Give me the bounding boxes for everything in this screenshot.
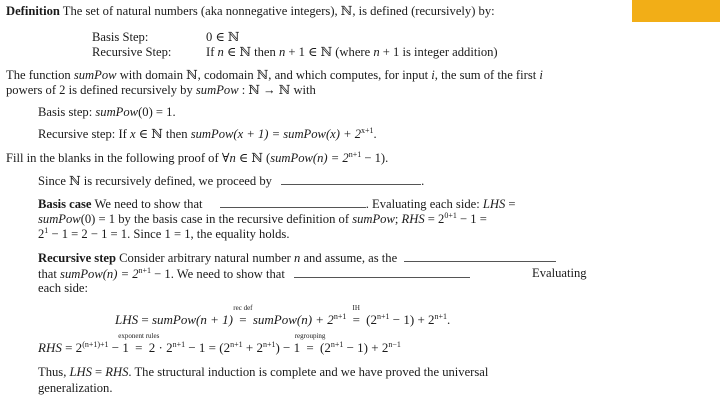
fn-sumpow: sumPow xyxy=(38,212,81,226)
text: . Evaluating each side: xyxy=(365,197,483,211)
exponent: x+1 xyxy=(361,126,374,135)
var-n: n xyxy=(294,251,301,265)
var-i: i xyxy=(431,68,435,82)
text: = xyxy=(91,365,106,379)
text: = 2 xyxy=(61,340,83,355)
text: : ℕ → ℕ with xyxy=(238,83,316,97)
task-statement xyxy=(6,151,388,166)
text: (n + 1) xyxy=(196,312,233,327)
recursive-step-heading: Recursive step xyxy=(38,251,116,265)
text: − 1) + 2 xyxy=(389,312,435,327)
fn-sumpow: sumPow xyxy=(60,267,103,281)
blank-basis-statement[interactable] xyxy=(220,196,366,208)
text: . xyxy=(373,127,377,141)
var-x: x xyxy=(129,127,136,141)
label: Basis step: xyxy=(38,105,93,119)
text: + 1 ∈ ℕ (where xyxy=(285,45,374,59)
exponent: 0+1 xyxy=(444,211,457,220)
blank-proof-method[interactable] xyxy=(281,173,421,185)
text: Fill in the blanks in the following proof of ∀ xyxy=(6,151,230,165)
text: . The structural induction is complete and we have proved the universal xyxy=(128,365,489,379)
text: − 1) + 2 xyxy=(343,340,389,355)
text: − 1. We need to show that xyxy=(151,267,285,281)
text: (n) = 2 xyxy=(102,267,139,281)
text: − 1 = (2 xyxy=(185,340,231,355)
rhs: RHS xyxy=(105,365,129,379)
fn-sumpow: sumPow xyxy=(252,312,297,327)
conclusion-line1 xyxy=(38,365,488,380)
basis-case-line1 xyxy=(38,196,516,212)
text: = xyxy=(138,312,152,327)
text: and assume, as the xyxy=(300,251,398,265)
function-def-line2 xyxy=(6,83,316,98)
definition-basis-value: 0 ∈ ℕ xyxy=(206,30,240,44)
equals-ih: IH = xyxy=(352,304,360,327)
definition-text: The set of natural numbers (aka nonnegative integers), ℕ, is defined (recursively) by: xyxy=(62,4,495,18)
text: = xyxy=(505,197,516,211)
function-def-line1 xyxy=(6,68,543,83)
text: We need to show that xyxy=(91,197,203,211)
accent-bar xyxy=(632,0,720,22)
function-basis-step xyxy=(38,105,176,120)
exponent: n+1 xyxy=(333,312,347,321)
definition-recursive-label: Recursive Step: xyxy=(92,45,172,59)
equals-exponent-rules: exponent rules = xyxy=(118,332,160,355)
over-label: IH xyxy=(352,304,360,312)
lhs: LHS xyxy=(69,365,92,379)
fn-sumpow: sumPow xyxy=(151,312,197,327)
over-label: rec def xyxy=(233,304,253,312)
text: ∈ ℕ ( xyxy=(235,151,271,165)
lhs-equation xyxy=(115,304,451,327)
fn-sumpow: sumPow xyxy=(95,105,139,119)
text: ∈ ℕ then xyxy=(223,45,279,59)
exponent: n−1 xyxy=(388,340,401,349)
var-n: n xyxy=(229,151,236,165)
recursive-step-line1 xyxy=(38,250,556,266)
definition-recursive-value xyxy=(206,45,498,60)
proof-since-line xyxy=(38,173,424,189)
text: The function xyxy=(6,68,74,82)
text: (n) = 2 xyxy=(312,151,349,165)
equals-regrouping: regrouping = xyxy=(294,332,326,355)
text: + 2 xyxy=(242,340,263,355)
text: (x + 1) = xyxy=(233,127,284,141)
exponent: (n+1)+1 xyxy=(82,340,109,349)
exponent: n+1 xyxy=(330,340,344,349)
text: + 1 is integer addition) xyxy=(379,45,498,59)
exponent: 1 xyxy=(44,226,49,235)
fn-sumpow: sumPow xyxy=(352,212,395,226)
text: that xyxy=(38,267,61,281)
text: , the sum of the first xyxy=(434,68,540,82)
var-n: n xyxy=(278,45,286,59)
rhs-equation xyxy=(38,332,401,355)
exponent: n+1 xyxy=(262,340,276,349)
text: (0) = 1 by the basis case in the recursive definition of xyxy=(80,212,353,226)
conclusion-line2: generalization. xyxy=(38,381,113,395)
text: 2 · 2 xyxy=(148,340,173,355)
text: with domain ℕ, codomain ℕ, and which computes, for input xyxy=(116,68,432,82)
fn-sumpow: sumPow xyxy=(73,68,117,82)
fn-sumpow: sumPow xyxy=(270,151,313,165)
basis-case-line3 xyxy=(38,227,290,242)
text: ∈ ℕ then xyxy=(135,127,191,141)
text: Since ℕ is recursively defined, we proceed by xyxy=(38,174,272,188)
text: − 1). xyxy=(361,151,389,165)
text: (n) + 2 xyxy=(296,312,334,327)
exponent: n+1 xyxy=(348,150,362,159)
definition-paragraph xyxy=(6,4,495,19)
text: powers of 2 is defined recursively by xyxy=(6,83,196,97)
fn-sumpow: sumPow xyxy=(283,127,326,141)
rhs: RHS xyxy=(401,212,425,226)
exponent: n+1 xyxy=(138,266,152,275)
blank-induction-hypothesis[interactable] xyxy=(404,250,556,262)
text: . xyxy=(421,174,425,188)
text: 2 xyxy=(38,227,45,241)
text: (2 xyxy=(366,312,378,327)
lhs: LHS xyxy=(115,312,139,327)
exponent: n+1 xyxy=(434,312,448,321)
exponent: n+1 xyxy=(172,340,186,349)
over-label: exponent rules xyxy=(118,332,160,340)
lhs: LHS xyxy=(482,197,506,211)
equals-rec-def: rec def = xyxy=(233,304,253,327)
text: − 1 xyxy=(108,340,129,355)
blank-recursive-goal[interactable] xyxy=(294,266,470,278)
label: Recursive step: If xyxy=(38,127,130,141)
function-recursive-step xyxy=(38,127,377,142)
text: Thus, xyxy=(38,365,70,379)
recursive-evaluating: Evaluating xyxy=(532,266,587,280)
text: − 1 = xyxy=(456,212,487,226)
fn-sumpow: sumPow xyxy=(190,127,234,141)
text: − 1 = 2 − 1 = 1. Since 1 = 1, the equality holds. xyxy=(48,227,290,241)
exponent: n+1 xyxy=(230,340,243,349)
text: ; xyxy=(394,212,402,226)
text: . xyxy=(447,312,451,327)
exponent: n+1 xyxy=(377,312,390,321)
text: (0) = 1. xyxy=(138,105,176,119)
text: If xyxy=(206,45,218,59)
definition-heading: Definition xyxy=(6,4,60,18)
text: (x) + 2 xyxy=(325,127,362,141)
var-i: i xyxy=(539,68,543,82)
text: ) − 1 xyxy=(275,340,301,355)
var-n: n xyxy=(217,45,224,59)
text: = 2 xyxy=(424,212,445,226)
text: (2 xyxy=(319,340,331,355)
definition-basis-label: Basis Step: xyxy=(92,30,149,44)
basis-case-heading: Basis case xyxy=(38,197,92,211)
recursive-step-line3: each side: xyxy=(38,281,88,295)
recursive-step-line2 xyxy=(38,266,470,282)
basis-case-line2 xyxy=(38,212,487,227)
var-n: n xyxy=(373,45,380,59)
text: Consider arbitrary natural number xyxy=(116,251,295,265)
over-label: regrouping xyxy=(294,332,326,340)
rhs: RHS xyxy=(38,340,62,355)
fn-sumpow: sumPow xyxy=(195,83,239,97)
